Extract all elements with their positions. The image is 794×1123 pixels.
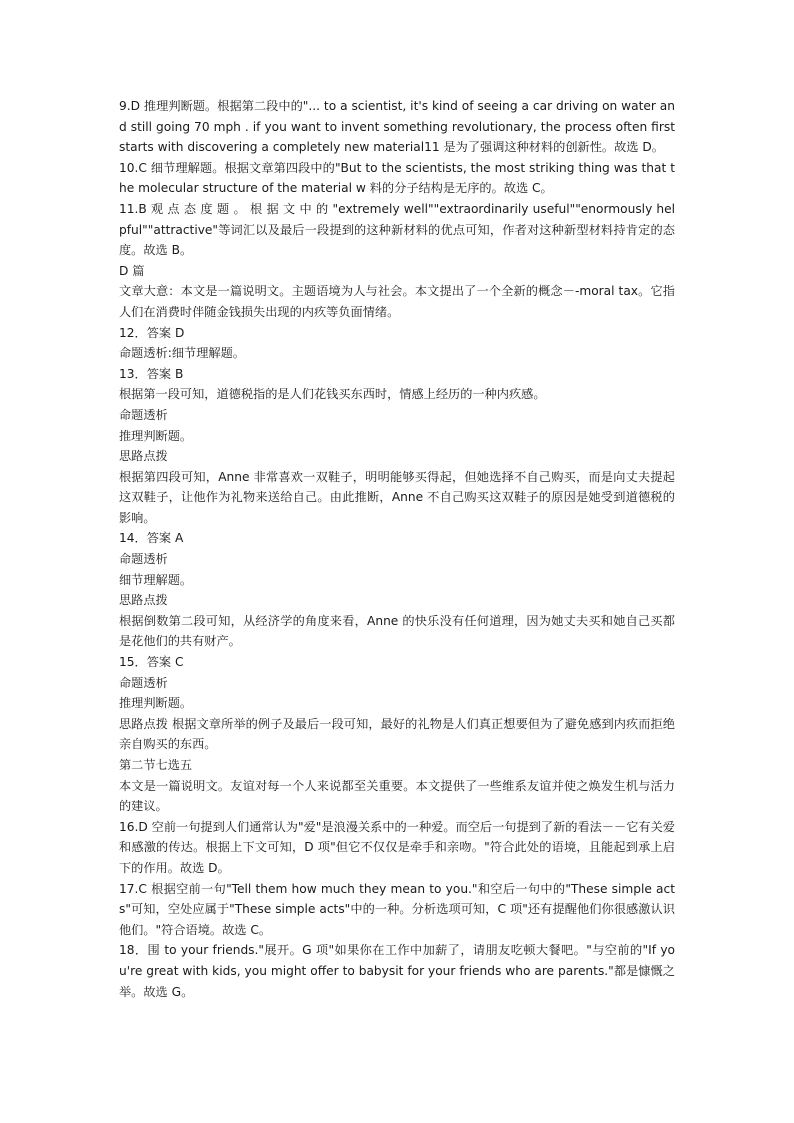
label-line: 命题透析: [119, 675, 168, 690]
paragraph: 命题透析:细节理解题。: [119, 346, 245, 361]
answer-line: 13．答案 B: [119, 366, 184, 381]
paragraph: 17.C 根据空前一句"Tell them how much they mean to you."和空后一句中的"These simple acts"可知，空处应属于"These simple acts"中的一种。分析选项可知，C 项"还有提醒他们你很感激认识他们。"符合语境。故选 C。: [119, 881, 675, 937]
paragraph: 推理判断题。: [119, 696, 193, 711]
paragraph: 16.D 空前一句提到人们通常认为"爱"是浪漫关系中的一种爱。而空后一句提到了新的看法－－它有关爱和感激的传达。根据上下文可知，D 项"但它不仅仅是牵手和亲吻。"符合此处的语境，且能起到承上启下的作用。故选 D。: [119, 819, 675, 875]
section-heading: 第二节七选五: [119, 758, 193, 772]
paragraph: 根据第一段可知，道德税指的是人们花钱买东西时，情感上经历的一种内疚感。: [119, 387, 546, 402]
paragraph: 9.D 推理判断题。根据第二段中的"... to a scientist, it's kind of seeing a car driving on water and still going 70 mph . if you want to invent something revolutionary, the process often first starts with discovering a completely new material11 是为了强调这种材料的创新性。故选 D。: [119, 99, 675, 155]
paragraph: 文章大意：本文是一篇说明文。主题语境为人与社会。本文提出了一个全新的概念－-moral tax。它指人们在消费时伴随金钱损失出现的内疚等负面情绪。: [119, 284, 675, 319]
paragraph: 细节理解题。: [119, 572, 193, 587]
label-line: 思路点拨: [119, 593, 168, 608]
label-line: 命题透析: [119, 552, 168, 567]
answer-line: 15．答案 C: [119, 655, 184, 670]
answer-key-document: [119, 96, 675, 1002]
answer-line: 14．答案 A: [119, 531, 184, 546]
label-line: 命题透析: [119, 407, 168, 422]
section-heading: D 篇: [119, 263, 145, 278]
paragraph: 10.C 细节理解题。根据文章第四段中的"But to the scientists, the most striking thing was that the molecular structure of the material w 料的分子结构是无序的。故选 C。: [119, 160, 675, 196]
paragraph: 思路点拨 根据文章所举的例子及最后一段可知，最好的礼物是人们真正想要但为了避免感到内疚而拒绝亲自购买的东西。: [119, 716, 675, 752]
paragraph: 根据倒数第二段可知，从经济学的角度来看，Anne 的快乐没有任何道理，因为她丈夫买和她自己买都是花他们的共有财产。: [119, 613, 675, 649]
label-line: 思路点拨: [119, 449, 168, 464]
paragraph: 本文是一篇说明文。友谊对每一个人来说都至关重要。本文提供了一些维系友谊并使之焕发生机与活力的建议。: [119, 778, 675, 814]
paragraph: 11.B 观 点 态 度 题 。 根 据 文 中 的 "extremely well""extraordinarily useful""enormously helpful""attractive"等词汇以及最后一段提到的这种新材料的优点可知，作者对这种新型材料持肯定的态度。故选 B。: [119, 201, 675, 258]
paragraph: 根据第四段可知，Anne 非常喜欢一双鞋子，明明能够买得起，但她选择不自己购买，而是向丈夫提起这双鞋子，让他作为礼物来送给自己。由此推断，Anne 不自己购买这双鞋子的原因是她受到道德税的影响。: [119, 469, 675, 525]
answer-line: 12．答案 D: [119, 325, 185, 340]
paragraph: 推理判断题。: [119, 428, 193, 443]
paragraph: 18．围 to your friends."展开。G 项"如果你在工作中加薪了，请朋友吃顿大餐吧。"与空前的"If you're great with kids, you might offer to babysit for your friends who are parents."都是慷慨之举。故选 G。: [119, 943, 675, 999]
